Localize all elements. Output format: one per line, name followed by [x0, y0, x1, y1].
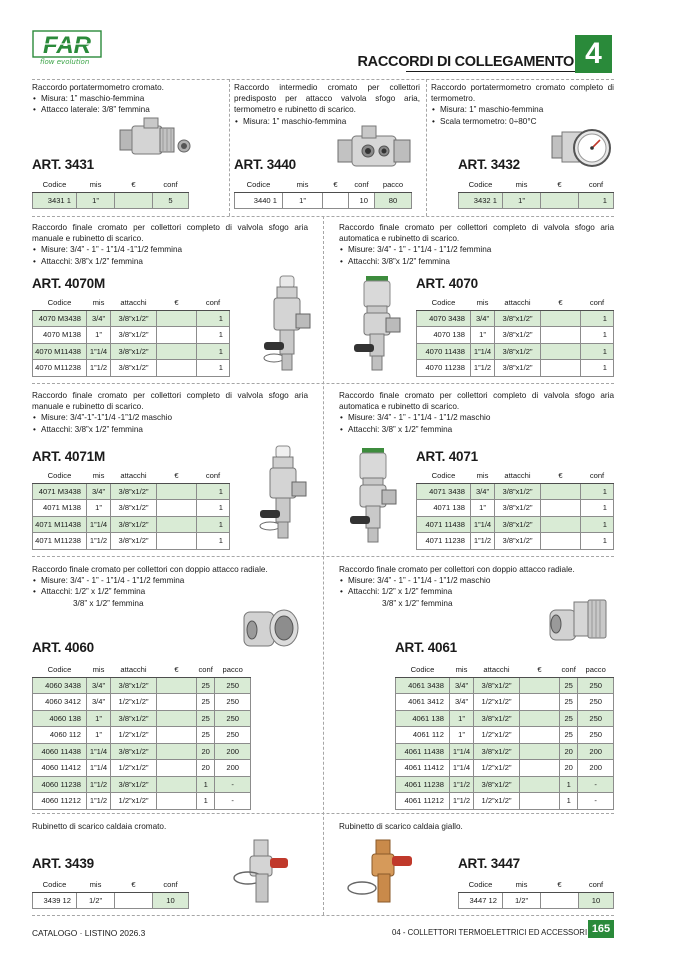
table-row: 4071 M3438 3/4” 3/8”x1/2” 1	[33, 483, 230, 500]
art-3439: ART. 3439	[32, 856, 94, 871]
table-row: 4070 M11438 1”1/4 3/8”x1/2” 1	[33, 343, 230, 360]
table-3439: Codice mis € conf 3439 12 1/2” 10	[32, 878, 189, 909]
table-4071: Codice mis attacchi € conf 4071 3438 3/4” 3/8”x1/2” 1 4071 138 1” 3/8”x1/2” 1 4071 11438 1”1/4 3/8”x1/2” 1 4071 11238 1”1/2 3/8”x1/2” 1	[416, 469, 614, 550]
art-3431: ART. 3431	[32, 157, 94, 172]
far-logo-icon	[32, 30, 102, 58]
desc-3432: Raccordo portatermometro cromato completo di termometro. • Misura: 1” maschio-femmina • Scala termometro: 0÷80°C	[431, 82, 614, 127]
art-4071: ART. 4071	[416, 449, 478, 464]
brand-tagline: flow evolution	[40, 58, 90, 66]
table-row: 4061 3412 3/4” 1/2”x1/2” 25 250	[396, 694, 614, 711]
desc-4070: Raccordo finale cromato per collettori completo di valvola sfogo aria automatica e rubinetto di scarico. • Misure: 3/4” - 1” - 1”1/4 - 1”1/2 femmina • Attacchi: 3/8”x 1/2” femmina	[339, 222, 614, 267]
logo-text: FAR	[43, 32, 91, 58]
table-row: 3432 1 1” 1	[459, 192, 614, 209]
footer-section: 04 - COLLETTORI TERMOELETTRICI ED ACCESSORI	[392, 928, 588, 937]
table-row: 4071 3438 3/4” 3/8”x1/2” 1	[417, 483, 614, 500]
divider-v1	[229, 79, 230, 216]
table-row: 4060 11438 1”1/4 3/8”x1/2” 20 200	[33, 743, 251, 760]
desc-4071m: Raccordo finale cromato per collettori completo di valvola sfogo aria manuale e rubinetto di scarico. • Misure: 3/4”-1”-1”1/4 -1”1/2 maschio • Attacchi: 3/8”x 1/2” femmina	[32, 390, 308, 435]
fitting-3431-icon	[118, 118, 198, 158]
table-row: 3439 12 1/2” 10	[33, 892, 189, 909]
table-row: 3447 12 1/2” 10	[459, 892, 614, 909]
table-4071m: Codice mis attacchi € conf 4071 M3438 3/4” 3/8”x1/2” 1 4071 M138 1” 3/8”x1/2” 1 4071 M11438 1”1/4 3/8”x1/2” 1 4071 M11238 1”1/2 3/8”x1/2” 1	[32, 469, 230, 550]
desc-3447: Rubinetto di scarico caldaia giallo.	[339, 822, 463, 831]
table-row: 4060 11212 1”1/2 1/2”x1/2” 1 -	[33, 793, 251, 810]
art-4060: ART. 4060	[32, 640, 94, 655]
table-4070m: Codice mis attacchi € conf 4070 M3438 3/4” 3/8”x1/2” 1 4070 M138 1” 3/8”x1/2” 1 4070 M11438 1”1/4 3/8”x1/2” 1 4070 M11238 1”1/2 3/8”x1/2” 1	[32, 296, 230, 377]
table-3432: Codice mis € conf 3432 1 1” 1	[458, 178, 614, 209]
art-4061: ART. 4061	[395, 640, 457, 655]
table-row: 4060 138 1” 3/8”x1/2” 25 250	[33, 710, 251, 727]
desc-4061: Raccordo finale cromato per collettori con doppio attacco radiale. • Misure: 3/4” - 1” - 1”1/4 - 1”1/2 maschio • Attacchi: 1/2” x 1/2” femmina 3/8” x 1/2” femmina	[339, 564, 614, 609]
table-row: 4071 11238 1”1/2 3/8”x1/2” 1	[417, 533, 614, 550]
art-3432: ART. 3432	[458, 157, 520, 172]
divider-v2	[426, 79, 427, 216]
table-4061: Codice mis attacchi € conf pacco 4061 3438 3/4” 3/8”x1/2” 25 250 4061 3412 3/4” 1/2”x1/2” 25 250 4061 138 1” 3/8”x1/2” 25 250 4061 112 1” 1/2”x1/2” 25 250 4061 11438 1”1/4 3/8”x1/2” 20 200 4061 11412 1”1/4 1/2”x1/2” 20 200 4061 11238 1”1/2 3/8”x1/2” 1 - 4061 11212 1”1/2 1/2”x1/2” 1 -	[395, 663, 614, 810]
page-number: 165	[588, 920, 614, 938]
desc-3431: Raccordo portatermometro cromato. • Misura: 1” maschio-femmina • Attacco laterale: 3/8” femmina	[32, 82, 222, 116]
table-4070: Codice mis attacchi € conf 4070 3438 3/4” 3/8”x1/2” 1 4070 138 1” 3/8”x1/2” 1 4070 11438 1”1/4 3/8”x1/2” 1 4070 11238 1”1/2 3/8”x1/2” 1	[416, 296, 614, 377]
fitting-4071-icon	[348, 448, 400, 544]
thermometer-fitting-icon	[552, 124, 612, 168]
page-title: RACCORDI DI COLLEGAMENTO	[357, 54, 574, 70]
table-row: 4070 11238 1”1/2 3/8”x1/2” 1	[417, 360, 614, 377]
title-underline	[406, 71, 576, 72]
desc-4060: Raccordo finale cromato per collettori con doppio attacco radiale. • Misure: 3/4” - 1” - 1”1/4 - 1”1/2 femmina • Attacchi: 1/2” x 1/2” femmina 3/8” x 1/2” femmina	[32, 564, 317, 609]
divider-top	[32, 79, 614, 80]
table-row: 4060 112 1” 1/2”x1/2” 25 250	[33, 727, 251, 744]
desc-3440: Raccordo intermedio cromato per collettori predisposto per attacco valvola sfogo aria, termometro e rubinetto di scarico. • Misura: 1” maschio-femmina	[234, 82, 420, 127]
table-row: 4061 138 1” 3/8”x1/2” 25 250	[396, 710, 614, 727]
divider-bottom	[32, 915, 614, 916]
fitting-4061-icon	[546, 594, 608, 644]
desc-3439: Rubinetto di scarico caldaia cromato.	[32, 822, 167, 831]
table-3447: Codice mis € conf 3447 12 1/2” 10	[458, 878, 614, 909]
table-3431: Codice mis € conf 3431 1 1” 5	[32, 178, 189, 209]
table-3440: Codice mis € conf pacco 3440 1 1” 10 80	[234, 178, 412, 209]
fitting-4060-icon	[244, 604, 300, 652]
table-row: 3431 1 1” 5	[33, 192, 189, 209]
drain-valve-3439-icon	[232, 840, 292, 906]
fitting-4070-icon	[352, 276, 404, 372]
chapter-badge: 4	[575, 35, 612, 73]
table-row: 4061 112 1” 1/2”x1/2” 25 250	[396, 727, 614, 744]
table-row: 4060 3412 3/4” 1/2”x1/2” 25 250	[33, 694, 251, 711]
art-4070: ART. 4070	[416, 276, 478, 291]
table-row: 4071 138 1” 3/8”x1/2” 1	[417, 500, 614, 517]
table-row: 4061 3438 3/4” 3/8”x1/2” 25 250	[396, 677, 614, 694]
table-row: 4070 M138 1” 3/8”x1/2” 1	[33, 327, 230, 344]
footer-catalog: CATALOGO · LISTINO 2026.3	[32, 928, 146, 938]
desc-4071: Raccordo finale cromato per collettori completo di valvola sfogo aria automatica e rubinetto di scarico. • Misure: 3/4” - 1” - 1”1/4 - 1”1/2 maschio • Attacchi: 3/8” x 1/2” femmina	[339, 390, 614, 435]
table-row: 4060 3438 3/4” 3/8”x1/2” 25 250	[33, 677, 251, 694]
fitting-4071m-icon	[258, 446, 310, 542]
table-row: 4070 3438 3/4” 3/8”x1/2” 1	[417, 310, 614, 327]
table-row: 4061 11212 1”1/2 1/2”x1/2” 1 -	[396, 793, 614, 810]
table-row: 4060 11412 1”1/4 1/2”x1/2” 20 200	[33, 760, 251, 777]
table-row: 4061 11238 1”1/2 3/8”x1/2” 1 -	[396, 776, 614, 793]
table-row: 4061 11412 1”1/4 1/2”x1/2” 20 200	[396, 760, 614, 777]
art-3447: ART. 3447	[458, 856, 520, 871]
table-row: 4071 M11438 1”1/4 3/8”x1/2” 1	[33, 516, 230, 533]
table-row: 4071 11438 1”1/4 3/8”x1/2” 1	[417, 516, 614, 533]
table-row: 4060 11238 1”1/2 3/8”x1/2” 1 -	[33, 776, 251, 793]
table-row: 4070 M11238 1”1/2 3/8”x1/2” 1	[33, 360, 230, 377]
table-4060: Codice mis attacchi € conf pacco 4060 3438 3/4” 3/8”x1/2” 25 250 4060 3412 3/4” 1/2”x1/2” 25 250 4060 138 1” 3/8”x1/2” 25 250 4060 112 1” 1/2”x1/2” 25 250 4060 11438 1”1/4 3/8”x1/2” 20 200 4060 11412 1”1/4 1/2”x1/2” 20 200 4060 11238 1”1/2 3/8”x1/2” 1 - 4060 11212 1”1/2 1/2”x1/2” 1 -	[32, 663, 251, 810]
fitting-3440-icon	[338, 126, 412, 170]
table-row: 4070 11438 1”1/4 3/8”x1/2” 1	[417, 343, 614, 360]
table-row: 4070 138 1” 3/8”x1/2” 1	[417, 327, 614, 344]
table-row: 4070 M3438 3/4” 3/8”x1/2” 1	[33, 310, 230, 327]
table-row: 4071 M11238 1”1/2 3/8”x1/2” 1	[33, 533, 230, 550]
art-4071m: ART. 4071M	[32, 449, 106, 464]
drain-valve-3447-icon	[346, 840, 416, 906]
fitting-4070m-icon	[262, 276, 314, 372]
divider-v-center	[323, 216, 324, 915]
art-4070m: ART. 4070M	[32, 276, 106, 291]
table-row: 3440 1 1” 10 80	[235, 192, 412, 209]
art-3440: ART. 3440	[234, 157, 296, 172]
table-row: 4061 11438 1”1/4 3/8”x1/2” 20 200	[396, 743, 614, 760]
desc-4070m: Raccordo finale cromato per collettori completo di valvola sfogo aria manuale e rubinetto di scarico. • Misure: 3/4” - 1” - 1”1/4 -1”1/2 femmina • Attacchi: 3/8”x 1/2” femmina	[32, 222, 308, 267]
table-row: 4071 M138 1” 3/8”x1/2” 1	[33, 500, 230, 517]
brand-logo	[32, 30, 104, 70]
